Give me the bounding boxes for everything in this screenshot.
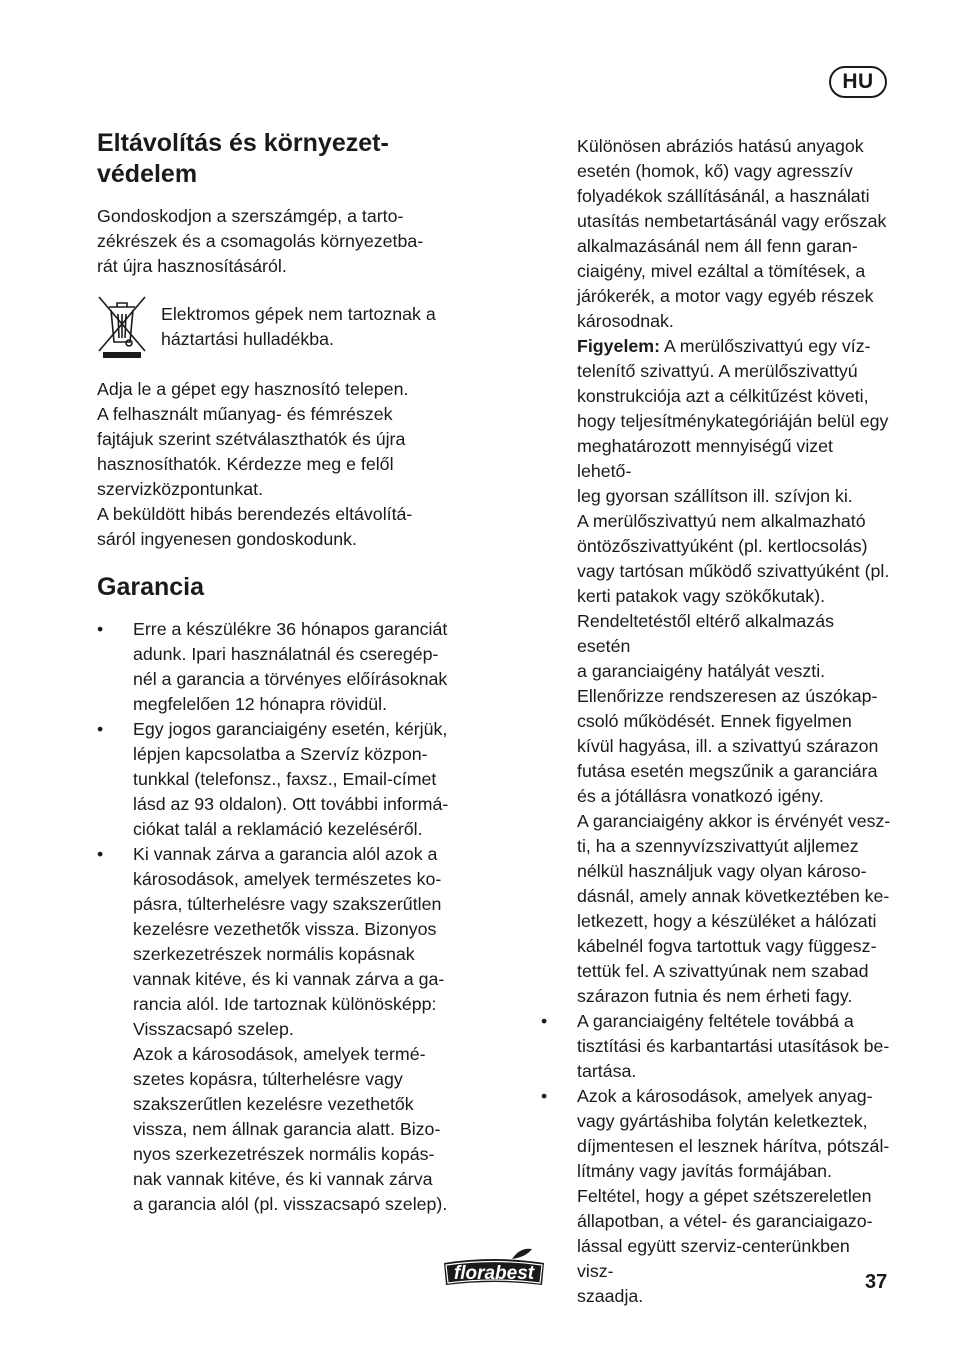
crossed-out-bin-icon: [97, 295, 147, 359]
list-item-text: Egy jogos garanciaigény esetén, kérjük, lépjen kapcsolatba a Szervíz közpon- tunkkal (telefonsz., faxsz., Email-címet lásd az 93 oldalon). Ott további informá- ciókat talál a reklamáció kezeléséről.: [133, 719, 449, 839]
warranty-list-left: [97, 617, 483, 1217]
florabest-logo: [438, 1247, 550, 1296]
bullet-icon: •: [541, 1011, 548, 1031]
disposal-heading: Eltávolítás és környezet- védelem: [97, 129, 389, 188]
list-item: [97, 842, 483, 1217]
list-item-continuation: [541, 134, 891, 1009]
list-item-text: Erre a készülékre 36 hónapos garanciát adunk. Ipari használatnál és cseregép- nél a garancia a törvényes előírásoknak megfelelően 12 hónapra rövidül.: [133, 619, 448, 714]
bullet-icon: •: [541, 1086, 548, 1106]
weee-text: Elektromos gépek nem tartoznak a háztartási hulladékba.: [161, 304, 436, 349]
right-column: [541, 134, 891, 1309]
attention-label: Figyelem:: [577, 336, 661, 356]
warranty-heading: Garancia: [97, 573, 205, 601]
bullet-icon: •: [97, 619, 104, 639]
list-item: [541, 1009, 891, 1084]
left-column: [97, 128, 483, 1217]
page-number: 37: [865, 1271, 888, 1293]
disposal-intro: Gondoskodjon a szerszámgép, a tarto- zékrészek és a csomagolás környezetba- rát újra hasznosításáról.: [97, 206, 424, 276]
list-item-text: Azok a károsodások, amelyek anyag- vagy gyártáshiba folytán keletkeztek, díjmentesen el lesznek hárítva, pótszál- lítmány vagy javítás formájában. Feltétel, hogy a gépet szétszereletlen állapotban, a vétel- és garanciaigazo- lással együtt szerviz-centerünkben visz- szaadja.: [577, 1086, 890, 1306]
weee-notice: [97, 293, 483, 363]
list-item-text: A garanciaigény feltétele továbbá a tisztítási és karbantartási utasítások be- tartása.: [577, 1011, 890, 1081]
list-item: [97, 717, 483, 842]
logo-text: florabest: [453, 1263, 535, 1284]
language-badge: HU: [829, 66, 887, 98]
list-item-text: Ki vannak zárva a garancia alól azok a károsodások, amelyek természetes ko- pásra, túlterhelésre vagy szakszerűtlen kezelésre vezethetők vissza. Bizonyos szerkezetrészek normális kopásnak vannak kitéve, és ki vannak zárva a ga- rancia alól. Ide tartoznak különösképp: Visszacsapó szelep. Azok a károsodások, amelyek termé- szetes kopásra, túlterhelésre vagy szakszerűtlen kezelésre vezethetők vissza, nem állnak garancia alatt. Bizo- nyos szerkezetrészek normális kopás- nak vannak kitéve, és ki vannak zárva a garancia alól (pl. visszacsapó szelep).: [133, 844, 448, 1214]
bullet-icon: •: [97, 844, 104, 864]
list-item: [97, 617, 483, 717]
list-item: [541, 1084, 891, 1309]
bullet-icon: •: [97, 719, 104, 739]
continuation-text: Különösen abráziós hatású anyagok esetén (homok, kő) vagy agresszív folyadékok szállításánál, a használati utasítás nembetartásánál vagy erőszak alkalmazásánál nem áll fenn garan- ciaigény, mivel ezáltal a tömítések, a járókerék, a motor vagy egyéb részek károsodnak.: [577, 136, 887, 331]
warranty-list-right: [541, 134, 891, 1309]
florabest-logo-mark: [438, 1247, 550, 1291]
disposal-body: Adja le a gépet egy hasznosító telepen. A felhasznált műanyag- és fémrészek fajtájuk szerint szétválaszthatók és újra hasznosíthatók. Kérdezze meg e felől szervizközpontunkat. A beküldött hibás berendezés eltávolítá- sáról ingyenesen gondoskodunk.: [97, 379, 413, 549]
attention-text: A merülőszivattyú egy víz- telenítő szivattyú. A merülőszivattyú konstrukciója azt a célkitűzést követi, hogy teljesítménykategóriáján belül egy meghatározott mennyiségű vizet lehető- leg gyorsan szállítson ill. szívjon ki. A merülőszivattyú nem alkalmazható öntözőszivattyúként (pl. kertlocsolás) vagy tartósan működő szivattyúként (pl. kerti patakok vagy szökőkutak). Rendeltetéstől eltérő alkalmazás esetén a garanciaigény hatályát veszti. Ellenőrizze rendszeresen az úszókap- csoló működését. Ennek figyelmen kívül hagyása, ill. a szivattyú szárazon futása esetén megszűnik a garanciára és a jótállásra vonatkozó igény. A garanciaigény akkor is érvényét vesz- ti, ha a szennyvízszivattyút aljlemez nélkül használjuk vagy olyan károso- dásnál, amely annak következtében ke- letkezett, hogy a készüléket a hálózati kábelnél fogva tartottuk vagy függesz- tettük fel. A szivattyúnak nem szabad szárazon futnia és nem érheti fagy.: [577, 336, 891, 1006]
